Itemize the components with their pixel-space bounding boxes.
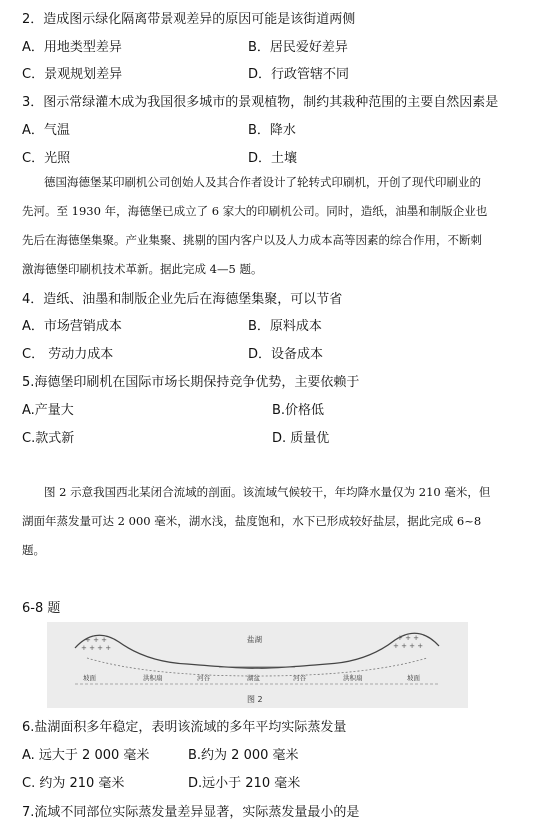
question-3-option-b: B．降水 — [248, 123, 296, 138]
question-4-option-c: C． 劳动力成本 — [22, 347, 114, 362]
passage-2-line-2: 湖面年蒸发量可达 2 000 毫米，湖水浅，盐度饱和，水下已形成较好盐层，据此完成 6~8 — [22, 514, 482, 528]
label-fan-left: 洪积扇 — [143, 674, 163, 682]
label-fan-right: 洪积扇 — [343, 674, 363, 682]
svg-text:+ + + +: + + + + — [393, 642, 424, 650]
question-6-stem: 6.盐湖面积多年稳定，表明该流域的多年平均实际蒸发量 — [22, 720, 347, 735]
question-2-option-d: D．行政管辖不同 — [248, 67, 350, 82]
question-6-option-c: C. 约为 210 毫米 — [22, 776, 125, 791]
label-slope-left: 坡面 — [83, 674, 96, 682]
passage-heidelberg — [22, 168, 527, 284]
label-valley-left: 河谷 — [197, 674, 210, 682]
question-5-option-a: A.产量大 — [22, 403, 74, 418]
passage-1-line-1: 德国海德堡某印刷机公司创始人及其合作者设计了轮转式印刷机，开创了现代印刷业的 — [44, 175, 481, 189]
question-7-stem: 7.流域不同部位实际蒸发量差异显著，实际蒸发量最小的是 — [22, 805, 360, 820]
question-4-option-b: B．原料成本 — [248, 319, 322, 334]
svg-text:+ + + +: + + + + — [81, 644, 112, 652]
question-4-option-d: D．设备成本 — [248, 347, 324, 362]
question-5-option-c: C.款式新 — [22, 431, 75, 446]
label-lake-shore: 湖盆 — [247, 674, 260, 682]
question-5-option-b: B.价格低 — [272, 403, 325, 418]
question-4-stem: 4．造纸、油墨和制版企业先后在海德堡集聚，可以节省 — [22, 292, 343, 307]
question-2-option-a: A．用地类型差异 — [22, 40, 122, 55]
passage-1-line-4: 激海德堡印刷机技术革新。据此完成 4—5 题。 — [22, 262, 263, 276]
question-5-stem: 5.海德堡印刷机在国际市场长期保持竞争优势，主要依赖于 — [22, 375, 360, 390]
figure-2-cross-section — [47, 622, 468, 708]
question-3-option-a: A．气温 — [22, 123, 70, 138]
question-6-option-b: B.约为 2 000 毫米 — [188, 748, 299, 763]
figure-2-svg — [47, 622, 468, 708]
question-3-option-c: C．光照 — [22, 151, 71, 166]
svg-text:+ + +: + + + — [397, 634, 420, 642]
slope-symbols-left — [81, 636, 111, 652]
passage-2-line-3: 题。 — [22, 543, 45, 557]
label-valley-right: 河谷 — [293, 674, 306, 682]
passage-2-line-1: 图 2 示意我国西北某闭合流域的剖面。该流域气候较干，年均降水量仅为 210 毫米，但 — [44, 485, 491, 499]
svg-text:+ + +: + + + — [85, 636, 108, 644]
passage-1-line-3: 先后在海德堡集聚。产业集聚、挑剔的国内客户以及人力成本高等因素的综合作用，不断刺 — [22, 233, 482, 247]
figure-caption: 图 2 — [247, 695, 263, 704]
question-6-option-d: D.远小于 210 毫米 — [188, 776, 301, 791]
passage-salt-lake — [22, 478, 527, 565]
label-salt-lake: 盐湖 — [247, 635, 262, 644]
label-slope-right: 坡面 — [407, 674, 420, 682]
passage-1-line-2: 先河。至 1930 年，海德堡已成立了 6 家大的印刷机公司。同时，造纸，油墨和制版企业也 — [22, 204, 488, 218]
question-6-option-a: A. 远大于 2 000 毫米 — [22, 748, 150, 763]
question-2-option-b: B．居民爱好差异 — [248, 40, 348, 55]
slope-symbols-right — [393, 634, 423, 650]
question-2-option-c: C．景观规划差异 — [22, 67, 123, 82]
question-5-option-d: D. 质量优 — [272, 431, 330, 446]
section-label: 6-8 题 — [22, 601, 61, 616]
question-2-stem: 2．造成图示绿化隔离带景观差异的原因可能是该街道两侧 — [22, 12, 356, 27]
question-3-stem: 3．图示常绿灌木成为我国很多城市的景观植物，制约其栽种范围的主要自然因素是 — [22, 95, 499, 110]
question-3-option-d: D．土壤 — [248, 151, 298, 166]
question-4-option-a: A．市场营销成本 — [22, 319, 122, 334]
